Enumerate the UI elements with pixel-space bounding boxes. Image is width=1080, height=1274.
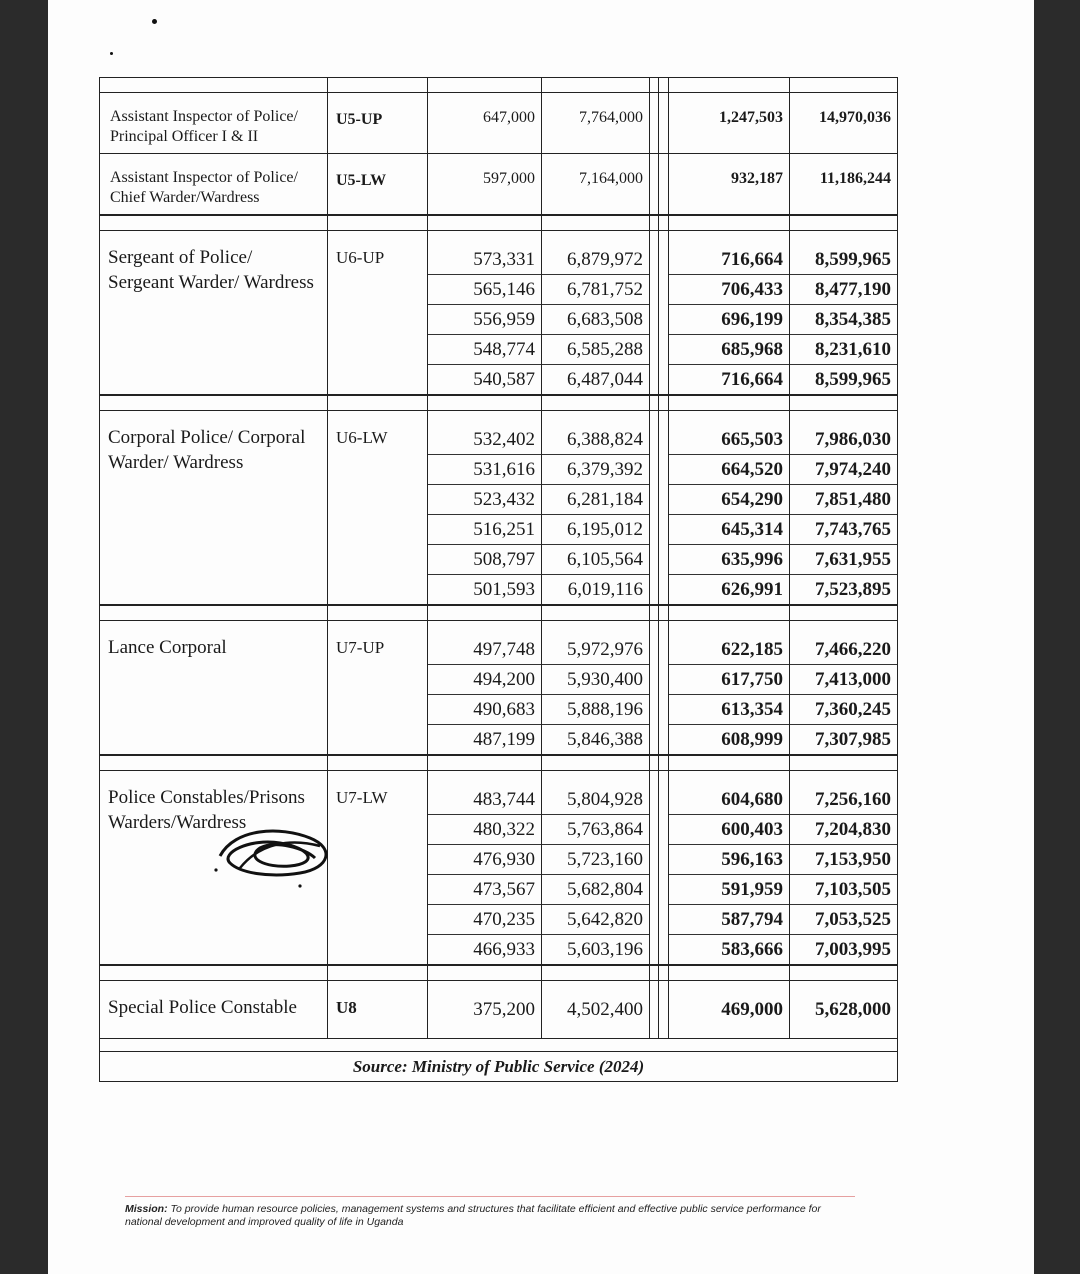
max_annual-value: 8,354,385 (790, 305, 897, 335)
row-spacer (100, 755, 898, 771)
max_month-value: 665,503 (669, 425, 789, 455)
min_annual-value: 5,763,864 (542, 815, 649, 845)
max_month-value: 626,991 (721, 579, 783, 600)
min_annual-value: 4,502,400 (567, 999, 643, 1020)
min_annual-cell (542, 981, 650, 1039)
max_annual-value: 7,986,030 (790, 425, 897, 455)
separator-cell (659, 231, 669, 396)
min_month-value: 523,432 (428, 485, 541, 515)
separator-cell (659, 411, 669, 606)
min_annual-value: 5,888,196 (542, 695, 649, 725)
max_annual-value: 7,851,480 (790, 485, 897, 515)
max_annual-cell (790, 231, 898, 396)
min_annual-cell (542, 154, 650, 216)
min_month-value: 540,587 (473, 369, 535, 390)
max_month-value: 664,520 (669, 455, 789, 485)
mission-text: To provide human resource policies, management systems and structures that facilitate efficient and effective public service performance for national development and improved quality of life in Uganda (125, 1203, 821, 1228)
min_month-value: 647,000 (483, 109, 535, 126)
min_month-value: 497,748 (428, 635, 541, 665)
source-row (100, 1052, 898, 1082)
max_annual-value: 5,628,000 (815, 999, 891, 1020)
min_annual-value: 5,723,160 (542, 845, 649, 875)
salary-scale-code: U5-UP (328, 93, 428, 154)
ink-dot-small (110, 52, 113, 55)
salary-scale-code: U8 (328, 981, 428, 1039)
max_annual-value: 7,413,000 (790, 665, 897, 695)
max_month-value: 654,290 (669, 485, 789, 515)
max_annual-value: 7,053,525 (790, 905, 897, 935)
min_annual-value: 5,682,804 (542, 875, 649, 905)
salary-row (100, 231, 898, 396)
max_annual-value: 7,974,240 (790, 455, 897, 485)
mission-label: Mission: (125, 1203, 168, 1215)
max_month-value: 613,354 (669, 695, 789, 725)
separator-cell (659, 981, 669, 1039)
separator-cell (659, 621, 669, 756)
max_annual-value: 8,231,610 (790, 335, 897, 365)
min_month-value: 476,930 (428, 845, 541, 875)
salary-scale-code: U5-LW (328, 154, 428, 216)
max_annual-value: 7,204,830 (790, 815, 897, 845)
signature-scribble (210, 818, 340, 888)
min_annual-value: 7,164,000 (579, 170, 643, 187)
max_month-value: 685,968 (669, 335, 789, 365)
max_month-value: 617,750 (669, 665, 789, 695)
separator-cell (650, 981, 659, 1039)
min_month-value: 483,744 (428, 785, 541, 815)
max_annual-value: 7,523,895 (815, 579, 891, 600)
max_month-cell (669, 411, 790, 606)
min_month-cell (428, 93, 542, 154)
max_month-value: 1,247,503 (719, 109, 783, 126)
min_month-value: 501,593 (473, 579, 535, 600)
min_month-value: 466,933 (473, 939, 535, 960)
min_annual-value: 5,846,388 (567, 729, 643, 750)
max_month-value: 635,996 (669, 545, 789, 575)
min_month-value: 375,200 (473, 999, 535, 1020)
row-spacer (100, 215, 898, 231)
min_annual-value: 6,105,564 (542, 545, 649, 575)
min_annual-value: 6,379,392 (542, 455, 649, 485)
min_annual-value: 6,781,752 (542, 275, 649, 305)
max_month-value: 706,433 (669, 275, 789, 305)
separator-cell (659, 93, 669, 154)
max_month-value: 622,185 (669, 635, 789, 665)
separator-cell (650, 154, 659, 216)
max_month-value: 608,999 (721, 729, 783, 750)
max_month-value: 716,664 (669, 245, 789, 275)
min_annual-cell (542, 93, 650, 154)
blank-row (100, 1039, 898, 1052)
max_month-value: 591,959 (669, 875, 789, 905)
max_month-value: 587,794 (669, 905, 789, 935)
post-title: Assistant Inspector of Police/ Chief Warder/Wardress (100, 154, 328, 216)
max_annual-value: 7,743,765 (790, 515, 897, 545)
max_month-cell (669, 771, 790, 966)
salary-row (100, 93, 898, 154)
ink-dot (152, 19, 157, 24)
salary-row (100, 621, 898, 756)
min_annual-value: 6,195,012 (542, 515, 649, 545)
min_annual-value: 5,972,976 (542, 635, 649, 665)
salary-scale-code: U7-LW (328, 771, 428, 966)
min_annual-value: 5,804,928 (542, 785, 649, 815)
salary-scale-code: U6-LW (328, 411, 428, 606)
min_annual-value: 6,281,184 (542, 485, 649, 515)
max_month-value: 583,666 (721, 939, 783, 960)
min_annual-cell (542, 621, 650, 756)
min_month-value: 490,683 (428, 695, 541, 725)
min_month-value: 565,146 (428, 275, 541, 305)
min_annual-cell (542, 231, 650, 396)
min_month-cell (428, 154, 542, 216)
separator-cell (650, 93, 659, 154)
max_month-value: 645,314 (669, 515, 789, 545)
separator-cell (650, 621, 659, 756)
max_annual-value: 7,360,245 (790, 695, 897, 725)
salary-scale-table (99, 77, 898, 1082)
max_annual-cell (790, 154, 898, 216)
max_month-value: 932,187 (731, 170, 783, 187)
source-note: Source: Ministry of Public Service (2024) (100, 1052, 898, 1082)
mission-statement (125, 1196, 855, 1229)
max_annual-cell (790, 771, 898, 966)
max_month-value: 716,664 (721, 369, 783, 390)
separator-cell (650, 231, 659, 396)
min_month-value: 480,322 (428, 815, 541, 845)
min_annual-value: 7,764,000 (579, 109, 643, 126)
separator-cell (650, 771, 659, 966)
salary-scale-code: U7-UP (328, 621, 428, 756)
max_annual-value: 7,631,955 (790, 545, 897, 575)
max_annual-value: 7,256,160 (790, 785, 897, 815)
max_annual-value: 7,103,505 (790, 875, 897, 905)
salary-row (100, 981, 898, 1039)
min_annual-value: 5,603,196 (567, 939, 643, 960)
post-title: Assistant Inspector of Police/ Principal Officer I & II (100, 93, 328, 154)
max_annual-cell (790, 93, 898, 154)
min_month-value: 573,331 (428, 245, 541, 275)
min_annual-cell (542, 411, 650, 606)
row-spacer (100, 78, 898, 93)
post-title: Lance Corporal (100, 621, 328, 756)
max_annual-value: 8,599,965 (790, 245, 897, 275)
min_month-value: 516,251 (428, 515, 541, 545)
max_annual-value: 7,307,985 (815, 729, 891, 750)
min_annual-value: 6,019,116 (567, 579, 643, 600)
salary-row (100, 154, 898, 216)
max_month-value: 600,403 (669, 815, 789, 845)
max_annual-value: 7,466,220 (790, 635, 897, 665)
max_month-cell (669, 621, 790, 756)
min_month-value: 470,235 (428, 905, 541, 935)
max_month-cell (669, 981, 790, 1039)
min_month-value: 532,402 (428, 425, 541, 455)
min_month-value: 494,200 (428, 665, 541, 695)
row-spacer (100, 395, 898, 411)
max_month-cell (669, 231, 790, 396)
post-title: Corporal Police/ Corporal Warder/ Wardress (100, 411, 328, 606)
separator-cell (659, 154, 669, 216)
max_annual-value: 7,003,995 (815, 939, 891, 960)
separator-cell (650, 411, 659, 606)
max_month-cell (669, 154, 790, 216)
row-spacer (100, 965, 898, 981)
min_annual-value: 6,585,288 (542, 335, 649, 365)
max_month-value: 604,680 (669, 785, 789, 815)
max_annual-value: 8,477,190 (790, 275, 897, 305)
min_annual-cell (542, 771, 650, 966)
min_month-value: 487,199 (473, 729, 535, 750)
min_month-cell (428, 411, 542, 606)
min_month-cell (428, 621, 542, 756)
min_month-cell (428, 981, 542, 1039)
max_annual-value: 14,970,036 (819, 109, 891, 126)
row-spacer (100, 605, 898, 621)
min_annual-value: 6,879,972 (542, 245, 649, 275)
salary-scale-code: U6-UP (328, 231, 428, 396)
min_month-value: 548,774 (428, 335, 541, 365)
min_annual-value: 5,930,400 (542, 665, 649, 695)
salary-row (100, 411, 898, 606)
max_annual-cell (790, 621, 898, 756)
min_month-value: 473,567 (428, 875, 541, 905)
max_month-value: 596,163 (669, 845, 789, 875)
min_month-value: 531,616 (428, 455, 541, 485)
min_annual-value: 6,388,824 (542, 425, 649, 455)
max_annual-value: 7,153,950 (790, 845, 897, 875)
min_month-cell (428, 231, 542, 396)
min_annual-value: 6,683,508 (542, 305, 649, 335)
min_month-cell (428, 771, 542, 966)
separator-cell (659, 771, 669, 966)
min_month-value: 597,000 (483, 170, 535, 187)
post-title: Special Police Constable (100, 981, 328, 1039)
max_annual-cell (790, 981, 898, 1039)
post-title: Sergeant of Police/ Sergeant Warder/ Wardress (100, 231, 328, 396)
min_month-value: 556,959 (428, 305, 541, 335)
min_month-value: 508,797 (428, 545, 541, 575)
max_month-cell (669, 93, 790, 154)
post-title: Police Constables/Prisons Warders/Wardress (100, 771, 328, 966)
max_annual-value: 11,186,244 (819, 170, 891, 187)
max_month-value: 696,199 (669, 305, 789, 335)
max_annual-value: 8,599,965 (815, 369, 891, 390)
max_annual-cell (790, 411, 898, 606)
min_annual-value: 6,487,044 (567, 369, 643, 390)
max_month-value: 469,000 (721, 999, 783, 1020)
min_annual-value: 5,642,820 (542, 905, 649, 935)
